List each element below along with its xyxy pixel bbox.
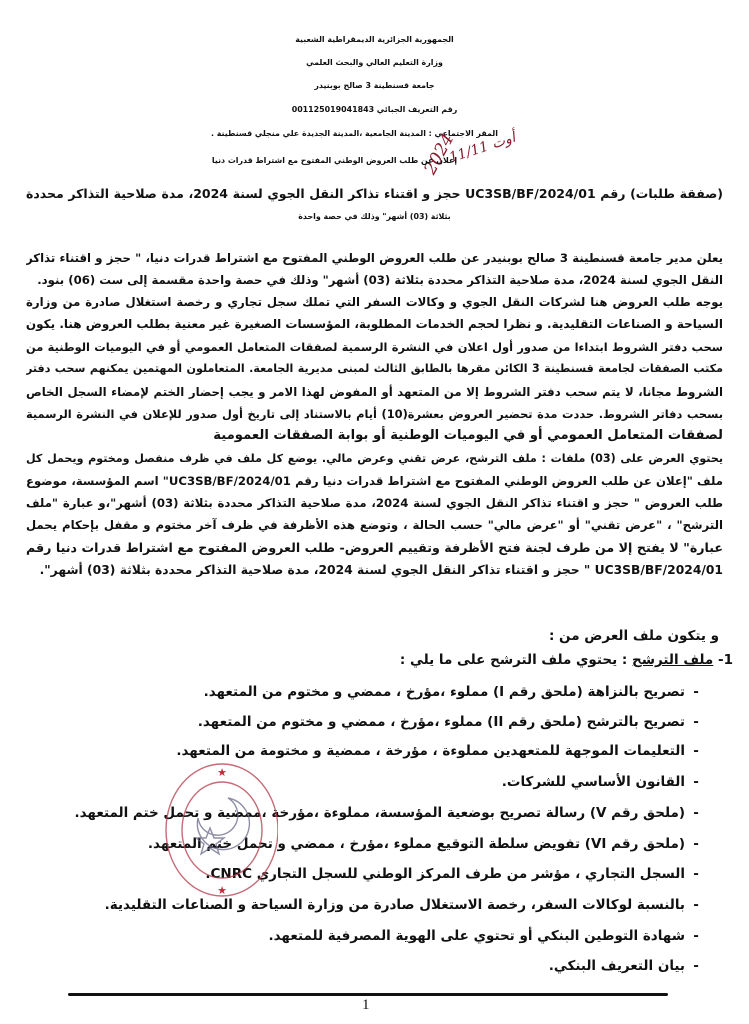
list-item-text: القانون الأساسي للشركات. (501, 774, 685, 790)
list-item-text: التعليمات الموجهة للمتعهدين مملوءة ، مؤرخة ، ممضية و مختومة من المتعهد. (176, 743, 685, 759)
list-dash: - (693, 958, 699, 974)
list-dash: - (693, 928, 699, 944)
list-dash: - (693, 714, 699, 730)
body-line: السياحة و الصناعات التقليدية. و نظرا لحجم الخدمات المطلوبة، المؤسسات الصغيرة غير معنية بطلب العروض هنا. يكون (26, 317, 723, 331)
list-item-text: (ملحق رقم V) رسالة تصريح بوضعية المؤسسة، مملوءة ،مؤرخة ،ممضية و تحمل ختم المتعهد. (74, 805, 685, 821)
header-ministry: وزارة التعليم العالي والبحث العلمي (306, 58, 443, 67)
list-item (205, 864, 707, 884)
list-dash: - (693, 805, 699, 821)
list-item-text: تصريح بالترشح (ملحق رقم II) مملوء ،مؤرخ ، ممضي و مختوم من المتعهد. (197, 714, 685, 730)
announcement-title-2: (صفقة طلبات) رقم 01/UC3SB/BF/2024 حجز و اقتناء تذاكر النقل الجوي لسنة 2024، مدة صلاحية التذاكر محددة (26, 186, 723, 201)
body-line: سحب دفتر الشروط ابتداءا من صدور أول اعلان في النشرة الرسمية لصفقات المتعامل العمومي أو في اليوميات الوطنية من (26, 340, 723, 354)
header-republic: الجمهورية الجزائرية الديمقراطية الشعبية (295, 35, 454, 44)
section-number: 1- (717, 652, 733, 668)
header-tax-id: رقم التعريف الجبائي 001125019041843 (291, 105, 458, 114)
list-dash: - (693, 897, 699, 913)
footer-rule (68, 993, 668, 996)
body-line: 01/UC3SB/BF/2024 " حجز و اقتناء تذاكر النقل الجوي لسنة 2024، مدة صلاحية التذاكر محددة بثلاثة (03) أشهر". (39, 563, 723, 577)
list-item-text: بالنسبة لوكالات السفر، رخصة الاستغلال صادرة من وزارة السياحة و الصناعات التقليدية. (104, 897, 685, 913)
list-item (204, 682, 707, 702)
list-item-text: تصريح بالنزاهة (ملحق رقم I) مملوء ،مؤرخ ، ممضي و مختوم من المتعهد. (203, 684, 685, 700)
university-stamp (160, 760, 278, 900)
list-item-text: (ملحق رقم VI) تفويض سلطة التوقيع مملوء ،مؤرخ ، ممضي و تحمل ختم المتعهد. (147, 836, 685, 852)
body-line: لصفقات المتعامل العمومي أو في اليوميات الوطنية أو بوابة الصفقات العمومية (213, 428, 723, 443)
header-address: المقر الاجتماعي : المدينة الجامعية ،المدينة الجديدة علي منجلي قسنطينة . (211, 129, 498, 138)
list-item-text: بيان التعريف البنكي. (548, 958, 685, 974)
list-item (198, 712, 707, 732)
section-title: ملف الترشح (632, 652, 714, 668)
list-item (549, 956, 707, 976)
header-university: جامعة قسنطينة 3 صالح بوبنيدر (314, 81, 435, 90)
body-line: ملف "إعلان عن طلب العروض الوطني المفتوح مع اشتراط قدرات دنيا رقم 01/UC3SB/BF/2024" اسم المؤسسة، موضوع (26, 474, 723, 488)
handwritten-year: 2024 (420, 130, 459, 178)
body-line: يحتوي العرض على (03) ملفات : ملف الترشح، عرض تقني وعرض مالي. يوضع كل ملف في ظرف منفصل ومختوم ويحمل كل (26, 452, 723, 465)
body-line: مكتب الصفقات لجامعة قسنطينة 3 الكائن مقرها بالطابق الثالث لمبنى مديرية الجامعة. المتعاملون المهتمين يمكنهم سحب دفتر (26, 362, 723, 375)
body-line: الترشح" ، "عرض تقني" أو "عرض مالي" حسب الحالة ، وتوضع هذه الأظرفة في ظرف آخر مختوم و مقفل بإحكام يحمل (26, 518, 723, 532)
page-number: 1 (362, 997, 370, 1013)
announcement-title: إعلان عن طلب العروض الوطني المفتوح مع اشتراط قدرات دنيا (211, 156, 458, 165)
list-dash: - (693, 743, 699, 759)
body-line: يوجه طلب العروض هنا لشركات النقل الجوي و وكالات السفر التي تملك سجل تجاري و رخصة استغلال صادرة من وزارة (26, 295, 723, 309)
list-item-text: شهادة التوطين البنكي أو تحتوي على الهوية المصرفية للمتعهد. (268, 928, 685, 944)
list-dash: - (693, 836, 699, 852)
list-dash: - (693, 774, 699, 790)
composition-intro: و يتكون ملف العرض من : (548, 628, 719, 644)
announcement-title-3: بثلاثة (03) أشهر" وذلك في حصة واحدة (298, 212, 451, 221)
body-line: النقل الجوي لسنة 2024، مدة صلاحية التذاكر محددة بثلاثة (03) أشهر" وذلك في حصة واحدة مقسمة إلى ست (06) بنود. (37, 273, 723, 287)
list-item (502, 772, 707, 792)
list-dash: - (693, 866, 699, 882)
body-line: يعلن مدير جامعة قسنطينة 3 صالح بوبنيدر عن طلب العروض الوطني المفتوح مع اشتراط قدرات دنيا، " حجز و اقتناء تذاكر (26, 251, 723, 265)
section-text: : يحتوي ملف الترشح على ما يلي : (399, 652, 633, 668)
body-line: الشروط مجانا، لا يتم سحب دفتر الشروط إلا من المتعهد أو المفوض لهذا الامر و يجب إحضار الختم لإمضاء السجل الخاص (26, 385, 723, 399)
list-item (269, 926, 708, 946)
handwritten-date: 11/11 أوت (447, 129, 518, 167)
list-dash: - (693, 684, 699, 700)
stamp-star-top: ★ (217, 766, 227, 779)
body-line: بسحب دفاتر الشروط. حددت مدة تحضير العروض بعشرة(10) أيام بالاستناد إلى تاريخ أول صدور للإعلان في النشرة الرسمية (26, 407, 723, 421)
body-line: طلب العروض " حجز و اقتناء تذاكر النقل الجوي لسنة 2024، مدة صلاحية التذاكر محددة بثلاثة (03) أشهر"،و عبارة "ملف (26, 496, 723, 510)
section-1-heading (400, 650, 733, 670)
stamp-star-bottom: ★ (217, 884, 227, 897)
body-line: عبارة" لا يفتح إلا من طرف لجنة فتح الأظرفة وتقييم العروض- طلب العروض المفتوح مع اشتراط قدرات دنيا رقم (26, 540, 723, 555)
list-item-text: السجل التجاري ، مؤشر من طرف المركز الوطني للسجل التجاري CNRC. (205, 866, 685, 882)
list-item (176, 741, 707, 761)
